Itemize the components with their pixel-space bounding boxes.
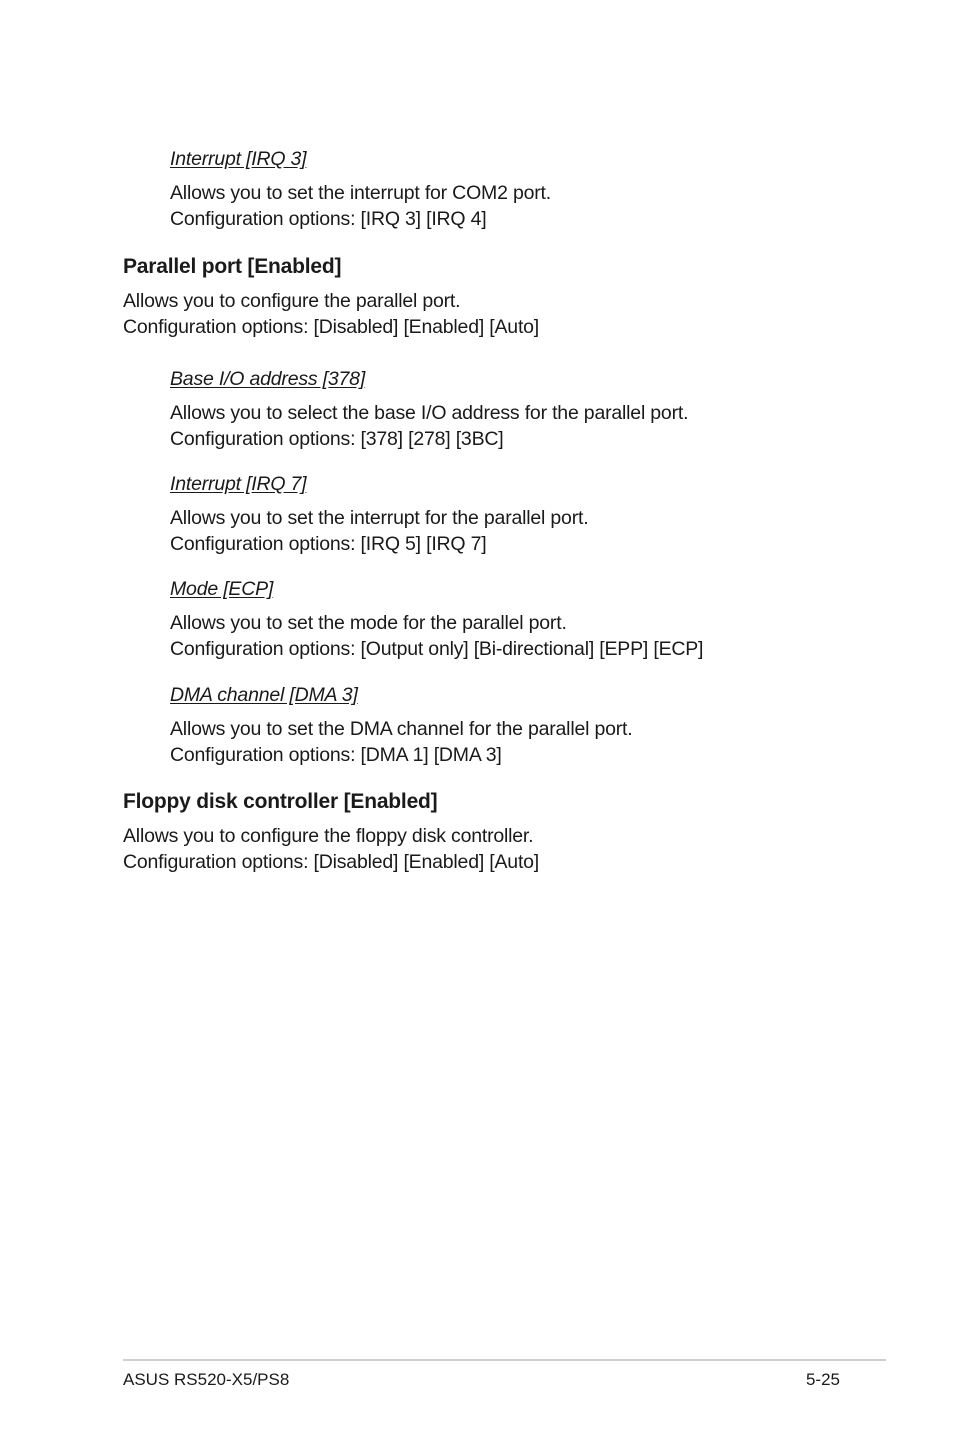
setting-title: Base I/O address [378] (170, 368, 366, 390)
description-line: Allows you to select the base I/O address for the parallel port. (170, 402, 689, 424)
setting-description (170, 610, 870, 662)
section-description (123, 288, 883, 340)
description-line: Allows you to set the interrupt for the parallel port. (170, 507, 589, 529)
options-line: Configuration options: [IRQ 3] [IRQ 4] (170, 208, 487, 230)
description-line: Allows you to set the mode for the parallel port. (170, 612, 567, 634)
description-line: Allows you to configure the floppy disk controller. (123, 825, 534, 847)
setting-mode (170, 577, 870, 662)
description-line: Allows you to set the interrupt for COM2 port. (170, 182, 551, 204)
footer-product-name: ASUS RS520-X5/PS8 (123, 1370, 290, 1389)
setting-title: Mode [ECP] (170, 578, 274, 600)
setting-title: Interrupt [IRQ 3] (170, 148, 307, 170)
setting-interrupt-com2 (170, 147, 870, 232)
footer-divider (123, 1359, 886, 1361)
section-parallel-port (123, 254, 883, 340)
setting-base-io-address (170, 367, 870, 452)
section-floppy-disk-controller (123, 789, 883, 875)
options-line: Configuration options: [Disabled] [Enabled] [Auto] (123, 316, 540, 338)
section-description (123, 823, 883, 875)
options-line: Configuration options: [IRQ 5] [IRQ 7] (170, 533, 487, 555)
description-line: Allows you to set the DMA channel for the parallel port. (170, 718, 633, 740)
section-title: Parallel port [Enabled] (123, 255, 342, 278)
footer-page-number: 5-25 (805, 1370, 840, 1389)
section-title: Floppy disk controller [Enabled] (123, 790, 438, 813)
setting-interrupt-parallel (170, 472, 870, 557)
setting-title: Interrupt [IRQ 7] (170, 473, 307, 495)
setting-title: DMA channel [DMA 3] (170, 684, 358, 706)
options-line: Configuration options: [DMA 1] [DMA 3] (170, 744, 502, 766)
setting-description (170, 716, 870, 768)
setting-dma-channel (170, 683, 870, 768)
description-line: Allows you to configure the parallel port. (123, 290, 461, 312)
setting-description (170, 180, 870, 232)
setting-description (170, 400, 870, 452)
setting-description (170, 505, 870, 557)
options-line: Configuration options: [Output only] [Bi-directional] [EPP] [ECP] (170, 638, 704, 660)
options-line: Configuration options: [Disabled] [Enabled] [Auto] (123, 851, 540, 873)
options-line: Configuration options: [378] [278] [3BC] (170, 428, 504, 450)
